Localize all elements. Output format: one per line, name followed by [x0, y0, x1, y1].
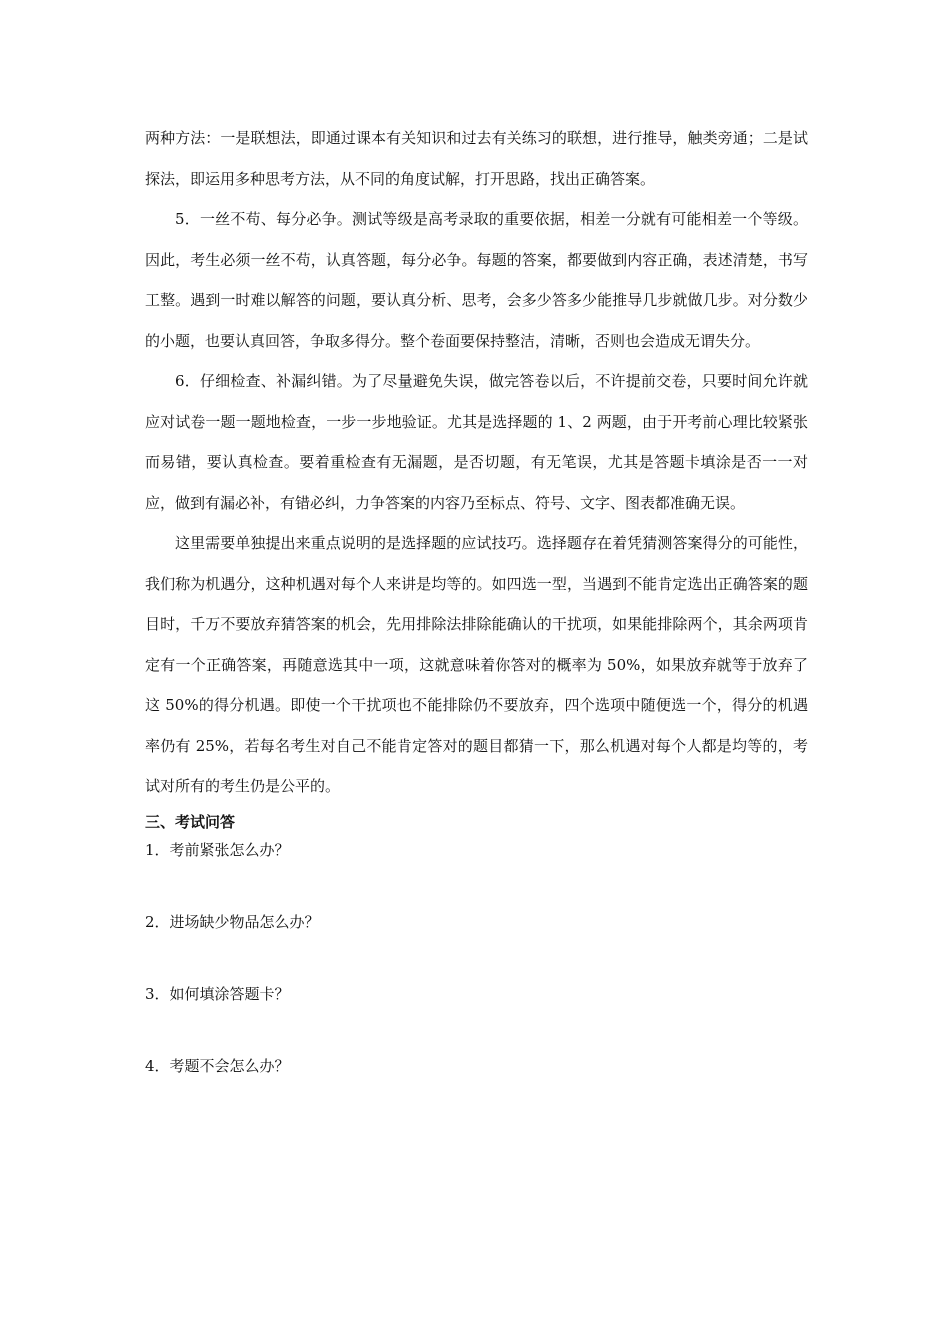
answer-space — [145, 862, 808, 910]
document-body — [145, 118, 808, 1078]
answer-space — [145, 934, 808, 982]
question-item: 4．考题不会怎么办？ — [145, 1056, 290, 1075]
answer-space — [145, 1006, 808, 1054]
paragraph-multiple-choice: 这里需要单独提出来重点说明的是选择题的应试技巧。选择题存在着凭猜测答案得分的可能性，我们称为机遇分，这种机遇对每个人来讲是均等的。如四选一型，当遇到不能肯定选出正确答案的题目时，千万不要放弃猜答案的机会，先用排除法排除能确认的干扰项，如果能排除两个，其余两项肯定有一个正确答案，再随意选其中一项，这就意味着你答对的概率为 50%，如果放弃就等于放弃了这 50%的得分机遇。即使一个干扰项也不能排除仍不要放弃，四个选项中随便选一个，得分的机遇率仍有 25%，若每名考生对自己不能肯定答对的题目都猜一下，那么机遇对每个人都是均等的，考试对所有的考生仍是公平的。 — [145, 534, 808, 795]
paragraph-methods: 两种方法：一是联想法，即通过课本有关知识和过去有关练习的联想，进行推导，触类旁通；二是试探法，即运用多种思考方法，从不同的角度试解，打开思路，找出正确答案。 — [145, 129, 808, 188]
paragraph-point-5: 5．一丝不苟、每分必争。测试等级是高考录取的重要依据，相差一分就有可能相差一个等级。因此，考生必须一丝不苟，认真答题，每分必争。每题的答案，都要做到内容正确，表述清楚，书写工整。遇到一时难以解答的问题，要认真分析、思考，会多少答多少能推导几步就做几步。对分数少的小题，也要认真回答，争取多得分。整个卷面要保持整洁，清晰，否则也会造成无谓失分。 — [145, 210, 808, 350]
question-item: 2．进场缺少物品怎么办？ — [145, 912, 320, 931]
question-item: 3．如何填涂答题卡？ — [145, 984, 290, 1003]
section-heading: 三、考试问答 — [145, 812, 236, 831]
paragraph-point-6: 6．仔细检查、补漏纠错。为了尽量避免失误，做完答卷以后，不许提前交卷，只要时间允许就应对试卷一题一题地检查，一步一步地验证。尤其是选择题的 1、2 两题，由于开考前心理比较紧张而易错，要认真检查。要着重检查有无漏题，是否切题，有无笔误，尤其是答题卡填涂是否一一对应，做到有漏必补，有错必纠，力争答案的内容乃至标点、符号、文字、图表都准确无误。 — [145, 372, 808, 512]
question-item: 1．考前紧张怎么办？ — [145, 840, 290, 859]
